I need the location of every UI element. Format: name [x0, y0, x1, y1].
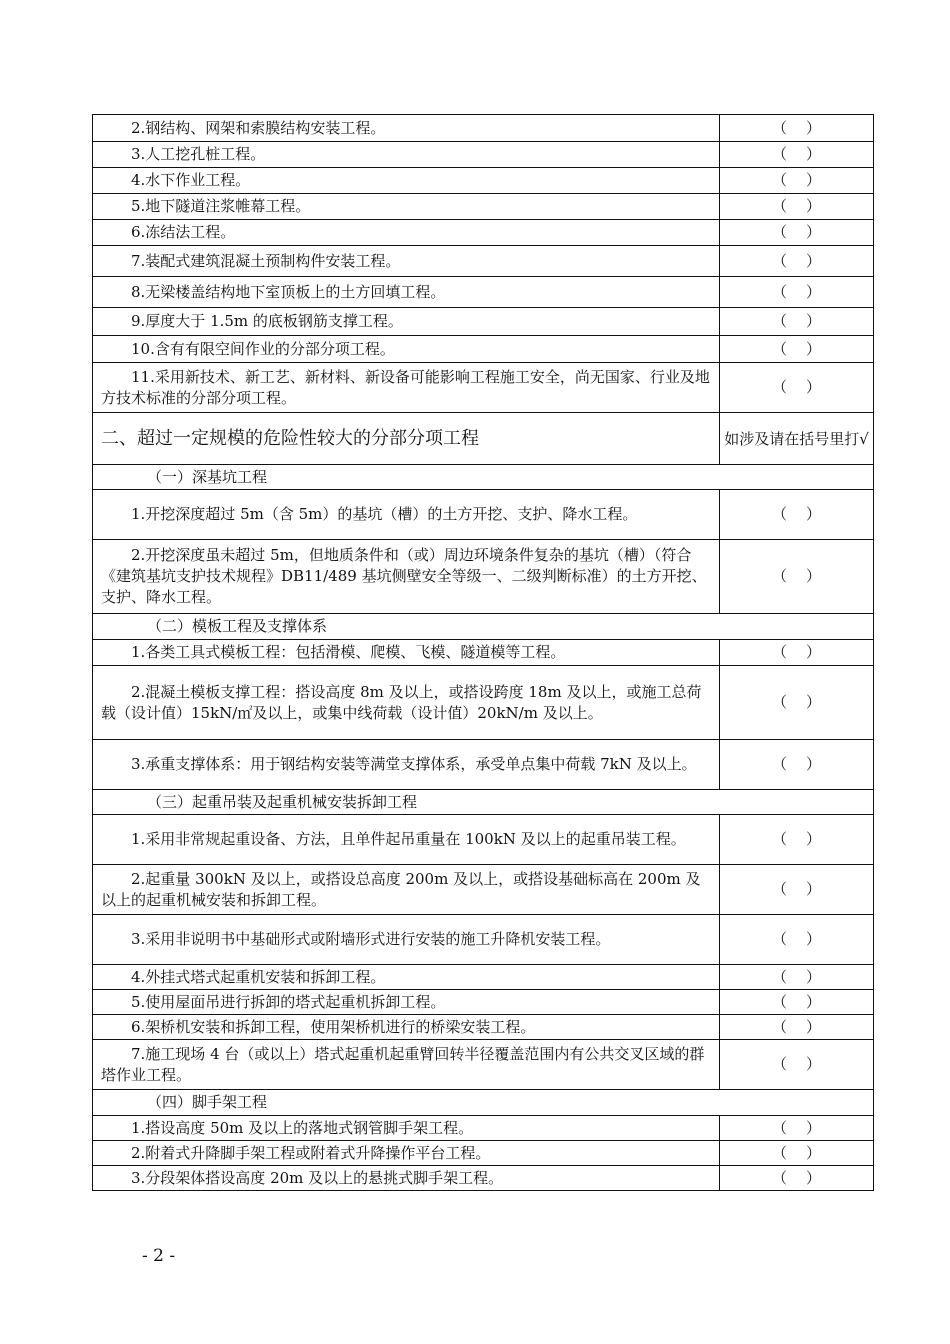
- table-row: [93, 1166, 874, 1191]
- check-brackets[interactable]: （ ）: [720, 1116, 874, 1141]
- table-row: [93, 115, 874, 142]
- check-brackets[interactable]: （ ）: [720, 1166, 874, 1191]
- table-row: [93, 1040, 874, 1090]
- check-brackets[interactable]: （ ）: [720, 990, 874, 1015]
- check-brackets[interactable]: （ ）: [720, 640, 874, 666]
- table-row: [93, 490, 874, 540]
- check-brackets[interactable]: （ ）: [720, 363, 874, 413]
- table-body: [93, 115, 874, 1191]
- section-title: 二、超过一定规模的危险性较大的分部分项工程: [93, 413, 720, 465]
- item-text: 1.各类工具式模板工程：包括滑模、爬模、飞模、隧道模等工程。: [93, 640, 720, 666]
- table-row: [93, 666, 874, 740]
- item-text: 5.使用屋面吊进行拆卸的塔式起重机拆卸工程。: [93, 990, 720, 1015]
- subsection-row: [93, 1090, 874, 1116]
- check-instruction: 如涉及请在括号里打√: [720, 413, 874, 465]
- check-brackets[interactable]: （ ）: [720, 915, 874, 965]
- check-brackets[interactable]: （ ）: [720, 142, 874, 168]
- item-text: 2.附着式升降脚手架工程或附着式升降操作平台工程。: [93, 1141, 720, 1166]
- table-row: [93, 990, 874, 1015]
- subsection-row: [93, 790, 874, 815]
- table-row: [93, 865, 874, 915]
- item-text: 4.外挂式塔式起重机安装和拆卸工程。: [93, 965, 720, 990]
- check-brackets[interactable]: （ ）: [720, 1040, 874, 1090]
- item-text: 8.无梁楼盖结构地下室顶板上的土方回填工程。: [93, 277, 720, 308]
- table-row: [93, 540, 874, 614]
- subsection-title: （一）深基坑工程: [93, 465, 874, 490]
- check-brackets[interactable]: （ ）: [720, 194, 874, 220]
- table-row: [93, 915, 874, 965]
- section-header-row: [93, 413, 874, 465]
- check-brackets[interactable]: （ ）: [720, 1141, 874, 1166]
- subsection-title: （四）脚手架工程: [93, 1090, 874, 1116]
- item-text: 6.架桥机安装和拆卸工程，使用架桥机进行的桥梁安装工程。: [93, 1015, 720, 1040]
- check-brackets[interactable]: （ ）: [720, 246, 874, 277]
- table-row: [93, 363, 874, 413]
- item-text: 1.开挖深度超过 5m（含 5m）的基坑（槽）的土方开挖、支护、降水工程。: [93, 490, 720, 540]
- check-brackets[interactable]: （ ）: [720, 965, 874, 990]
- item-text: 3.分段架体搭设高度 20m 及以上的悬挑式脚手架工程。: [93, 1166, 720, 1191]
- item-text: 5.地下隧道注浆帷幕工程。: [93, 194, 720, 220]
- table-row: [93, 740, 874, 790]
- item-text: 3.承重支撑体系：用于钢结构安装等满堂支撑体系，承受单点集中荷载 7kN 及以上。: [93, 740, 720, 790]
- table-row: [93, 965, 874, 990]
- table-row: [93, 168, 874, 194]
- table-row: [93, 220, 874, 246]
- item-text: 7.装配式建筑混凝土预制构件安装工程。: [93, 246, 720, 277]
- subsection-row: [93, 614, 874, 640]
- table-row: [93, 142, 874, 168]
- check-brackets[interactable]: （ ）: [720, 336, 874, 363]
- check-brackets[interactable]: （ ）: [720, 1015, 874, 1040]
- item-text: 2.钢结构、网架和索膜结构安装工程。: [93, 115, 720, 142]
- item-text: 7.施工现场 4 台（或以上）塔式起重机起重臂回转半径覆盖范围内有公共交叉区域的群塔作业工程。: [93, 1040, 720, 1090]
- item-text: 4.水下作业工程。: [93, 168, 720, 194]
- table-row: [93, 1116, 874, 1141]
- table-row: [93, 336, 874, 363]
- item-text: 2.混凝土模板支撑工程：搭设高度 8m 及以上，或搭设跨度 18m 及以上，或施工总荷载（设计值）15kN/㎡及以上，或集中线荷载（设计值）20kN/m 及以上。: [93, 666, 720, 740]
- subsection-title: （三）起重吊装及起重机械安装拆卸工程: [93, 790, 874, 815]
- item-text: 2.起重量 300kN 及以上，或搭设总高度 200m 及以上，或搭设基础标高在 200m 及以上的起重机械安装和拆卸工程。: [93, 865, 720, 915]
- table-row: [93, 308, 874, 336]
- check-brackets[interactable]: （ ）: [720, 740, 874, 790]
- hazard-checklist-table: [92, 114, 874, 1191]
- subsection-row: [93, 465, 874, 490]
- item-text: 10.含有有限空间作业的分部分项工程。: [93, 336, 720, 363]
- check-brackets[interactable]: （ ）: [720, 666, 874, 740]
- check-brackets[interactable]: （ ）: [720, 865, 874, 915]
- table-row: [93, 246, 874, 277]
- check-brackets[interactable]: （ ）: [720, 815, 874, 865]
- check-brackets[interactable]: （ ）: [720, 540, 874, 614]
- item-text: 1.采用非常规起重设备、方法，且单件起吊重量在 100kN 及以上的起重吊装工程。: [93, 815, 720, 865]
- check-brackets[interactable]: （ ）: [720, 277, 874, 308]
- item-text: 1.搭设高度 50m 及以上的落地式钢管脚手架工程。: [93, 1116, 720, 1141]
- item-text: 6.冻结法工程。: [93, 220, 720, 246]
- table-row: [93, 1015, 874, 1040]
- table-row: [93, 194, 874, 220]
- check-brackets[interactable]: （ ）: [720, 220, 874, 246]
- check-brackets[interactable]: （ ）: [720, 490, 874, 540]
- table-row: [93, 640, 874, 666]
- check-brackets[interactable]: （ ）: [720, 115, 874, 142]
- item-text: 9.厚度大于 1.5m 的底板钢筋支撑工程。: [93, 308, 720, 336]
- check-brackets[interactable]: （ ）: [720, 308, 874, 336]
- item-text: 11.采用新技术、新工艺、新材料、新设备可能影响工程施工安全，尚无国家、行业及地方技术标准的分部分项工程。: [93, 363, 720, 413]
- check-brackets[interactable]: （ ）: [720, 168, 874, 194]
- table-row: [93, 1141, 874, 1166]
- table-row: [93, 815, 874, 865]
- item-text: 3.采用非说明书中基础形式或附墙形式进行安装的施工升降机安装工程。: [93, 915, 720, 965]
- item-text: 2.开挖深度虽未超过 5m，但地质条件和（或）周边环境条件复杂的基坑（槽）（符合《建筑基坑支护技术规程》DB11/489 基坑侧壁安全等级一、二级判断标准）的土方开挖、支护、降水工程。: [93, 540, 720, 614]
- item-text: 3.人工挖孔桩工程。: [93, 142, 720, 168]
- page-number: - 2 -: [142, 1246, 176, 1266]
- subsection-title: （二）模板工程及支撑体系: [93, 614, 874, 640]
- table-row: [93, 277, 874, 308]
